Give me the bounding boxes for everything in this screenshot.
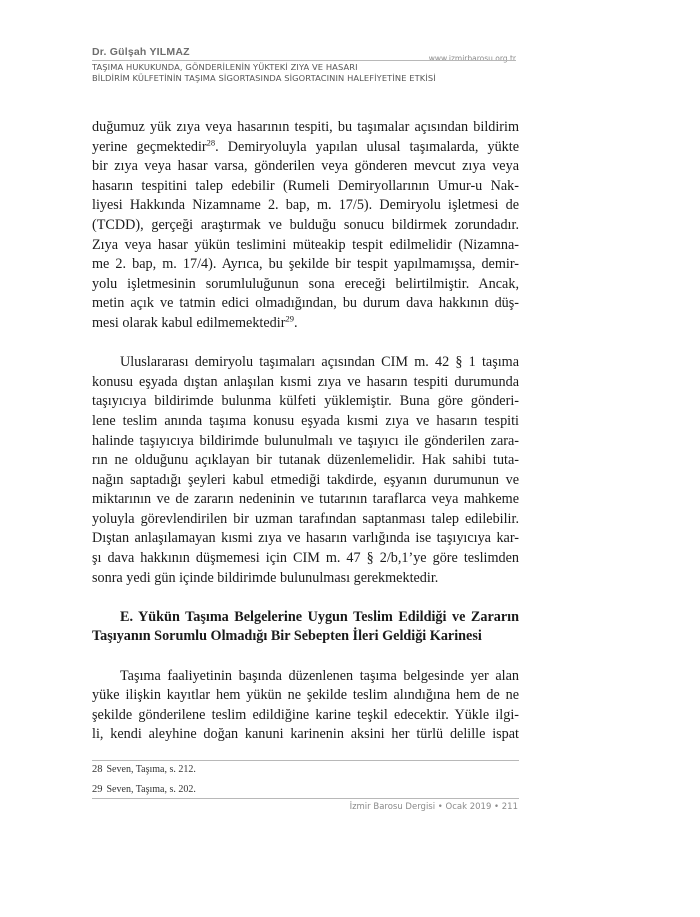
text-line: şekilde gönderilene teslim edildiğine karine teşkil edecektir. Yükle ilgi- [92, 706, 519, 723]
text-line: Uluslararası demiryolu taşımaları açısından CIM m. 42 § 1 taşıma [120, 354, 519, 371]
text-line: metin açık ve tatmin edici olmadığından, bu durum dava hakkının düş- [92, 295, 519, 312]
text-line: bir zıya veya hasar varsa, gönderilen veya gönderen mevcut zıya veya [92, 158, 519, 175]
footnote-text: Seven, Taşıma, s. 202. [106, 784, 196, 795]
text-line [92, 138, 519, 158]
text-span: mesi olarak kabul edilmemektedir [92, 314, 286, 331]
heading-line: E. Yükün Taşıma Belgelerine Uygun Teslim Edildiği ve Zararın [120, 608, 519, 625]
text-line: rın ne olduğunu açıklayan bir tutanak düzenlemelidir. Hak sahibi tuta- [92, 452, 519, 469]
header-url[interactable]: www.izmirbarosu.org.tr [428, 54, 516, 63]
footer-divider [92, 798, 519, 799]
footnote-text: Seven, Taşıma, s. 212. [106, 764, 196, 775]
footnote-ref-28[interactable]: 28 [206, 136, 216, 147]
text-line: me 2. bap, m. 17/4). Ayrıca, bu şekilde bir tespit yapılmamışsa, demir- [92, 256, 519, 273]
header-title-line-2: BİLDİRİM KÜLFETİNİN TAŞIMA SİGORTASINDA SİGORTACININ HALEFİYETİNE ETKİSİ [92, 73, 436, 83]
text-span: yerine geçmektedir [92, 138, 207, 155]
text-span: . [293, 314, 298, 331]
text-line: liyesi Hakkında Nizamname 2. bap, m. 17/5). Demiryolu işletmesi de [92, 197, 519, 214]
paragraph-gap [92, 334, 519, 354]
paragraph-gap [92, 588, 519, 608]
text-line: nağın saptadığı şeyleri kabul etmediği takdirde, eşyanın durumunun ve [92, 471, 519, 488]
footnote-29 [92, 784, 196, 795]
text-line: Dıştan anlaşılamayan kısmi zıya ve hasarın varlığında ise taşıyıcıya kar- [92, 530, 519, 547]
footnote-number: 28 [92, 764, 103, 775]
footnote-divider [92, 760, 519, 761]
header-divider [92, 60, 516, 61]
text-line: yolu işletmesinin sorumluluğunun sona ereceği belirtilmiştir. Ancak, [92, 275, 519, 292]
text-line [92, 314, 519, 334]
header-title [92, 62, 532, 84]
header-author: Dr. Gülşah YILMAZ [92, 46, 190, 58]
text-line: Taşıma faaliyetinin başında düzenlenen taşıma belgesinde yer alan [120, 667, 519, 684]
footnote-number: 29 [92, 784, 103, 795]
text-span: . Demiryoluyla yapılan ulusal taşımalarda, yükte [215, 138, 520, 155]
text-line: yüke ilişkin kayıtlar hem yükün ne şekilde teslim alındığına hem de ne [92, 687, 519, 704]
footnote-ref-29[interactable]: 29 [285, 313, 294, 324]
text-line: konusu eşyada dıştan anlaşılan kısmi zıya ve hasarın tespiti durumunda [92, 373, 519, 390]
text-line: lene teslim anında taşıma konusu eşyada kısmi zıya ve hasarın tespiti [92, 412, 519, 429]
text-line: (TCDD), gerçeği araştırmak ve bulduğu sonucu bildirmek zorundadır. [92, 216, 519, 233]
text-line: sonra yedi gün içinde bildirimde bulunulması gerekmektedir. [92, 569, 439, 586]
text-line: şı dava hakkının düşmemesi için CIM m. 47 § 2/b,1’ye göre teslimden [92, 550, 519, 567]
text-line: Zıya veya hasar yükün teslimini müteakip tespit edilmelidir (Nizamna- [92, 236, 519, 253]
text-line: duğumuz yük zıya veya hasarının tespiti, bu taşımalar açısından bildirim [92, 119, 519, 135]
footnote-28 [92, 764, 196, 775]
paragraph-3 [92, 667, 519, 745]
paragraph-2 [92, 353, 519, 588]
heading-line: Taşıyanın Sorumlu Olmadığı Bir Sebepten İleri Geldiği Karinesi [92, 628, 482, 645]
paragraph-gap [92, 647, 519, 667]
text-line: hasarın tespitini talep edebilir (Rumeli Demiryollarının Umur-u Nak- [92, 177, 519, 194]
page-footer: İzmir Barosu Dergisi • Ocak 2019 • 211 [349, 802, 518, 812]
section-heading [92, 608, 519, 647]
text-line: miktarının ve de zararın nedeninin ve tutarının taraflarca veya mahkeme [92, 491, 519, 508]
text-line: taşıyıcıya bildirimde bulunma külfeti yüklemiştir. Buna göre gönderi- [92, 393, 519, 410]
text-line: yoluyla görevlendirilen bir uzman tarafından saptanması talep edilebilir. [92, 510, 519, 527]
text-line: halinde taşıyıcıya bildirimde bulunulmalı ve taşıyıcı ile gönderilen zara- [92, 432, 519, 449]
header-title-line-1: TAŞIMA HUKUKUNDA, GÖNDERİLENİN YÜKTEKİ ZIYA VE HASARI [92, 62, 358, 72]
body-text [92, 118, 519, 745]
text-line: li, kendi aleyhine doğan kanuni karinenin aksini her türlü delille ispat [92, 726, 519, 743]
paragraph-1 [92, 118, 519, 334]
